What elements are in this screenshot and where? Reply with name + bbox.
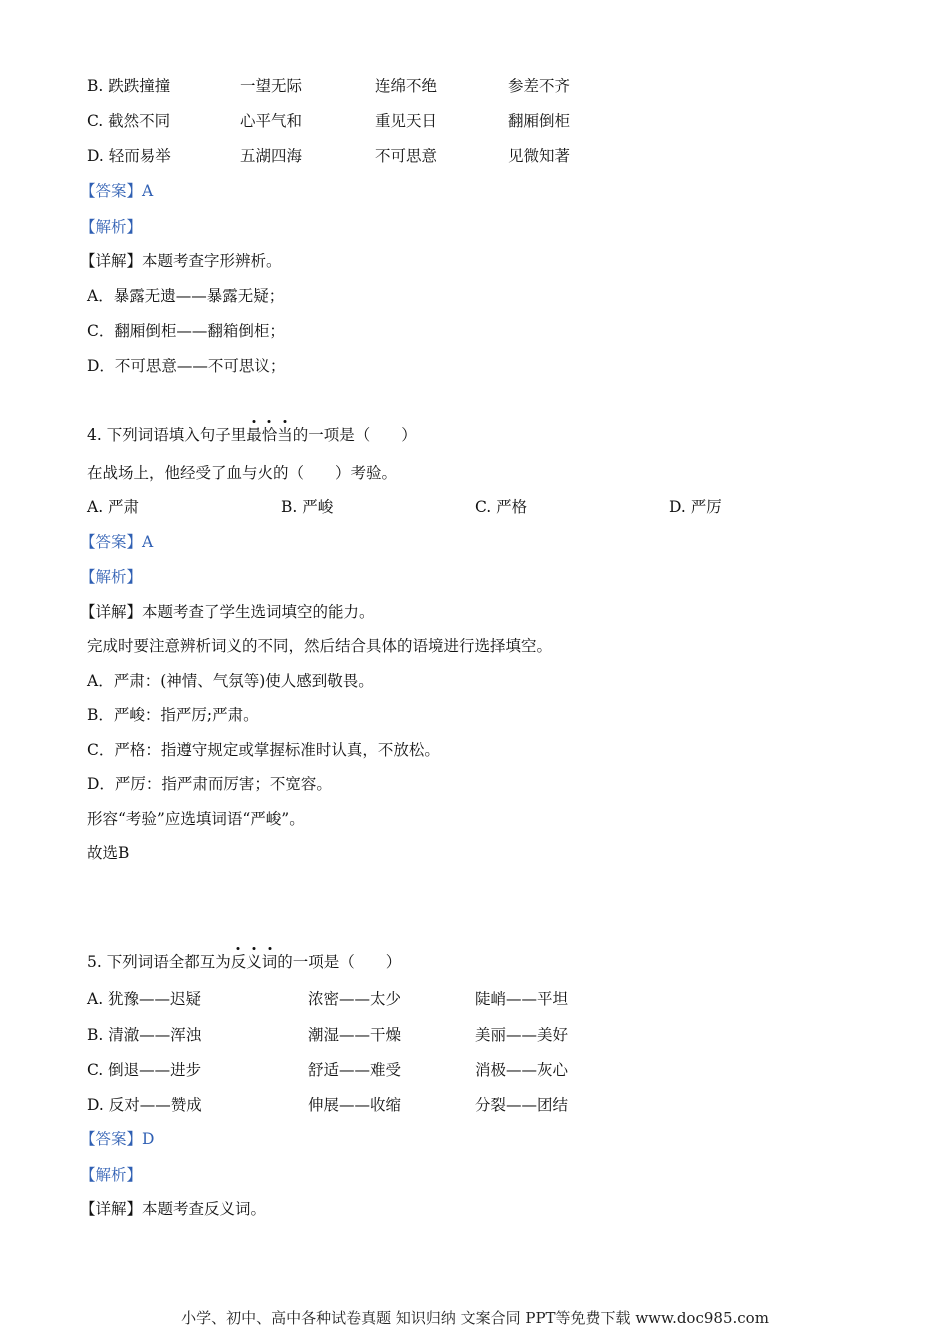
q4-analysis: 【解析】: [80, 568, 143, 586]
emphasis-dot-char: 词: [261, 953, 278, 971]
q5-stem: 5. 下列词语全都互为反义词的一项是（ ）: [87, 953, 402, 971]
q3-detail: 【详解】本题考查字形辨析。: [80, 252, 282, 270]
q5-answer: 【答案】D: [80, 1130, 155, 1148]
q4-stem: 4. 下列词语填入句子里最恰当的一项是（ ）: [87, 426, 417, 444]
q4-line: A．严肃：(神情、气氛等)使人感到敬畏。: [87, 672, 374, 690]
q4-option: A. 严肃: [87, 498, 140, 516]
q3-note: C．翻厢倒柜——翻箱倒柜；: [87, 322, 285, 340]
q4-line: 形容“考验”应选填词语“严峻”。: [87, 810, 305, 828]
q3-analysis: 【解析】: [80, 218, 143, 236]
q4-option: D. 严厉: [669, 498, 722, 516]
q4-line: C．严格：指遵守规定或掌握标准时认真，不放松。: [87, 741, 440, 759]
q4-detail: 【详解】本题考查了学生选词填空的能力。: [80, 603, 375, 621]
emphasis-dot-char: 恰: [261, 426, 278, 444]
emphasis-dot-char: 反: [230, 953, 247, 971]
emphasis-dot-char: 最: [246, 426, 262, 444]
q4-line: B．严峻：指严厉;严肃。: [87, 706, 259, 724]
q3-note: A．暴露无遗——暴露无疑；: [87, 287, 285, 305]
q4-line: 完成时要注意辨析词义的不同，然后结合具体的语境进行选择填空。: [87, 637, 553, 655]
q4-option: B. 严峻: [281, 498, 334, 516]
q4-line: D．严厉：指严肃而厉害；不宽容。: [87, 775, 332, 793]
q4-sentence: 在战场上，他经受了血与火的（ ）考验。: [87, 464, 398, 482]
emphasis-dot-char: 义: [246, 953, 262, 971]
emphasis-dot-char: 当: [277, 426, 293, 444]
page-footer: 小学、初中、高中各种试卷真题 知识归纳 文案合同 PPT等免费下载 www.doc985.com: [181, 1309, 769, 1327]
document-page: B. 跌跌撞撞 一望无际 连绵不绝 参差不齐 C. 截然不同 心平气和 重见天日 翻厢倒柜 D. 轻而易举 五湖四海 不可思意 见微知著 【答案】A 【解析】 【详解】本题考查字形辨析。 A．暴露无遗——暴露无疑； C．翻厢倒柜——翻箱倒柜； D．不可思意——不可思议； 4. 下列词语填入句子里最恰当的一项是（ ） 在战场上，他经受了血与火的（ ）考验。 A. 严肃 B. 严峻 C. 严格 D. 严厉 【答案】A 【解析】 【详解】本题考查了学生选词填空的能力。 完成时要注意辨析词义的不同，然后结合具体的语境进行选择填空。 A．严肃：(神情、气氛等)使人感到敬畏。 B．严峻：指严厉;严肃。 C．严格：指遵守规定或掌握标准时认真，不放松。 D．严厉：指严肃而厉害；不宽容。 形容“考验”应选填词语“严峻”。 故选B 5. 下列词语全都互为反义词的一项是（ ） A. 犹豫——迟疑 浓密——太少 陡峭——平坦 B. 清澈——浑浊 潮湿——干燥 美丽——美好 C. 倒退——进步 舒适——难受 消极——灰心 D. 反对——赞成 伸展——收缩 分裂——团结 【答案】D 【解析】 【详解】本题考查反义词。 小学、初中、高中各种试卷真题 知识归纳 文案合同 PPT等免费下载 www.doc985.com: [0, 0, 950, 1344]
q5-analysis: 【解析】: [80, 1166, 143, 1184]
q3-note: D．不可思意——不可思议；: [87, 357, 286, 375]
q4-line: 故选B: [87, 844, 130, 862]
q4-answer: 【答案】A: [80, 533, 154, 551]
q3-answer: 【答案】A: [80, 182, 154, 200]
q5-detail: 【详解】本题考查反义词。: [80, 1200, 267, 1218]
q4-option: C. 严格: [475, 498, 528, 516]
